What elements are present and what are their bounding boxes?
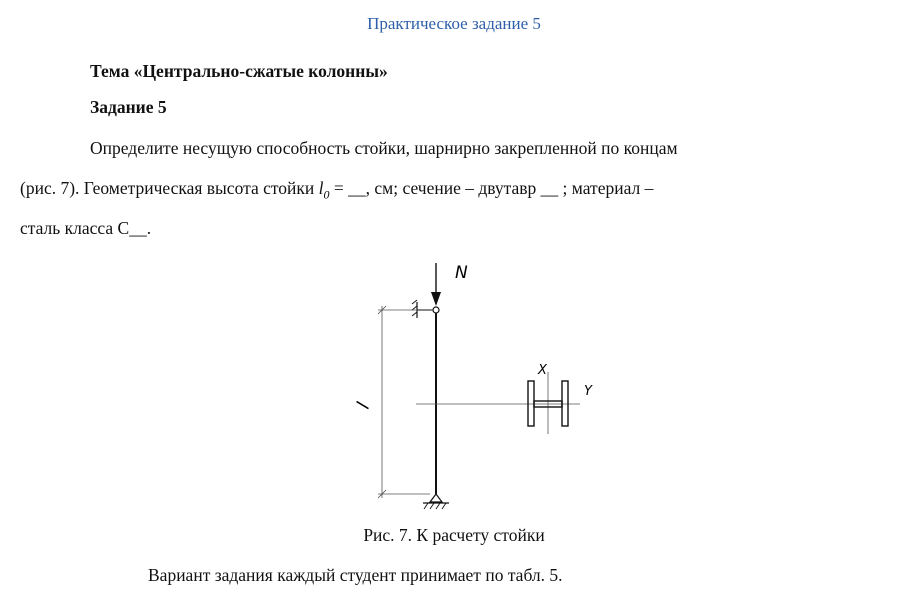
length-symbol: l xyxy=(318,178,324,198)
variant-note: Вариант задания каждый студент принимает по табл. 5. xyxy=(148,565,563,585)
paragraph-line-2-b: = __, см; сечение – двутавр __ ; материал – xyxy=(329,178,654,198)
axis-x-label: X xyxy=(538,363,547,378)
length-dimension xyxy=(378,306,433,498)
bottom-pin-support xyxy=(423,494,449,509)
force-label: N xyxy=(455,263,468,283)
page-title: Практическое задание 5 xyxy=(367,14,541,33)
figure-caption: Рис. 7. К расчету стойки xyxy=(363,525,545,545)
paragraph-line-2-a: (рис. 7). Геометрическая высота стойки xyxy=(20,178,319,198)
paragraph-line-3: сталь класса С__. xyxy=(20,218,152,238)
length-subscript: 0 xyxy=(323,187,330,202)
axis-y-label: Y xyxy=(584,384,592,399)
topic-heading: Тема «Центрально-сжатые колонны» xyxy=(90,61,388,81)
task-heading: Задание 5 xyxy=(90,97,167,117)
force-arrow xyxy=(431,263,441,306)
length-label: l xyxy=(352,399,375,412)
paragraph-line-1: Определите несущую способность стойки, шарнирно закрепленной по концам xyxy=(90,138,678,158)
